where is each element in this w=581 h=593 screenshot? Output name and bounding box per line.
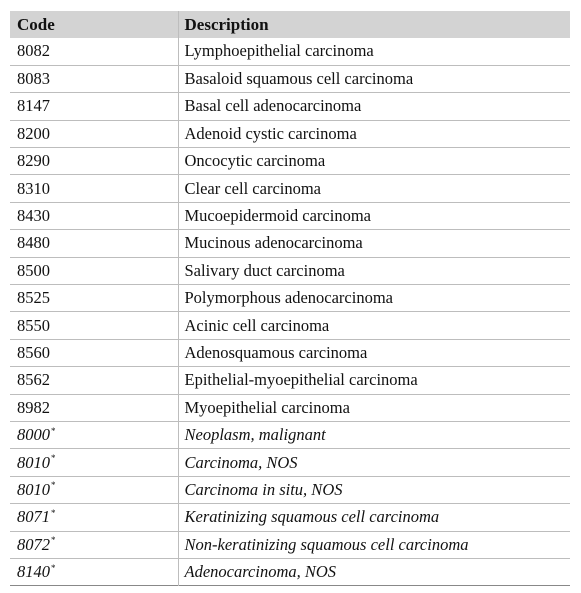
description-cell: Mucoepidermoid carcinoma	[178, 202, 570, 229]
footnote-marker: *	[51, 562, 56, 573]
description-cell: Keratinizing squamous cell carcinoma	[178, 504, 570, 531]
description-cell: Basaloid squamous cell carcinoma	[178, 65, 570, 92]
code-value: 8310	[17, 178, 50, 198]
code-value: 8000	[17, 425, 50, 445]
code-value: 8082	[17, 41, 50, 61]
code-value: 8071	[17, 507, 50, 527]
description-cell: Mucinous adenocarcinoma	[178, 230, 570, 257]
code-value: 8500	[17, 260, 50, 280]
code-table-container	[10, 11, 570, 586]
code-cell	[10, 202, 178, 229]
header-row	[10, 11, 570, 38]
table-row	[10, 38, 570, 65]
code-value: 8072	[17, 534, 50, 554]
footnote-marker: *	[51, 507, 56, 518]
description-cell: Non-keratinizing squamous cell carcinoma	[178, 531, 570, 558]
description-cell: Carcinoma, NOS	[178, 449, 570, 476]
description-cell: Oncocytic carcinoma	[178, 148, 570, 175]
table-row	[10, 367, 570, 394]
code-value: 8010	[17, 479, 50, 499]
code-value: 8140	[17, 562, 50, 582]
description-column-header: Description	[178, 11, 570, 38]
table-row	[10, 531, 570, 558]
code-cell	[10, 531, 178, 558]
table-row	[10, 558, 570, 585]
footnote-marker: *	[51, 453, 56, 464]
table-row	[10, 230, 570, 257]
code-cell	[10, 339, 178, 366]
code-cell	[10, 421, 178, 448]
table-body	[10, 38, 570, 586]
description-cell: Lymphoepithelial carcinoma	[178, 38, 570, 65]
code-value: 8982	[17, 397, 50, 417]
table-row	[10, 504, 570, 531]
code-cell	[10, 120, 178, 147]
table-row	[10, 421, 570, 448]
table-row	[10, 65, 570, 92]
code-value: 8147	[17, 96, 50, 116]
code-cell	[10, 449, 178, 476]
table-row	[10, 175, 570, 202]
table-row	[10, 257, 570, 284]
code-value: 8200	[17, 123, 50, 143]
code-value: 8430	[17, 206, 50, 226]
description-cell: Adenoid cystic carcinoma	[178, 120, 570, 147]
code-value: 8550	[17, 315, 50, 335]
description-cell: Polymorphous adenocarcinoma	[178, 285, 570, 312]
code-value: 8525	[17, 288, 50, 308]
code-cell	[10, 476, 178, 503]
code-cell	[10, 285, 178, 312]
code-value: 8560	[17, 342, 50, 362]
histology-code-table	[10, 11, 570, 586]
description-cell: Epithelial-myoepithelial carcinoma	[178, 367, 570, 394]
table-row	[10, 120, 570, 147]
table-row	[10, 148, 570, 175]
description-cell: Acinic cell carcinoma	[178, 312, 570, 339]
code-cell	[10, 230, 178, 257]
table-row	[10, 476, 570, 503]
description-cell: Neoplasm, malignant	[178, 421, 570, 448]
description-cell: Basal cell adenocarcinoma	[178, 93, 570, 120]
footnote-marker: *	[51, 535, 56, 546]
code-cell	[10, 148, 178, 175]
table-row	[10, 339, 570, 366]
table-row	[10, 449, 570, 476]
code-cell	[10, 312, 178, 339]
code-value: 8480	[17, 233, 50, 253]
footnote-marker: *	[51, 480, 56, 491]
table-row	[10, 285, 570, 312]
table-row	[10, 312, 570, 339]
table-header	[10, 11, 570, 38]
code-cell	[10, 558, 178, 585]
description-cell: Myoepithelial carcinoma	[178, 394, 570, 421]
description-cell: Adenocarcinoma, NOS	[178, 558, 570, 585]
footnote-marker: *	[51, 425, 56, 436]
description-cell: Clear cell carcinoma	[178, 175, 570, 202]
code-column-header: Code	[17, 14, 55, 34]
code-cell	[10, 38, 178, 65]
description-cell: Carcinoma in situ, NOS	[178, 476, 570, 503]
code-cell	[10, 367, 178, 394]
description-cell: Adenosquamous carcinoma	[178, 339, 570, 366]
code-cell	[10, 504, 178, 531]
table-row	[10, 93, 570, 120]
table-row	[10, 202, 570, 229]
code-cell	[10, 65, 178, 92]
code-value: 8083	[17, 69, 50, 89]
code-value: 8562	[17, 370, 50, 390]
code-value: 8290	[17, 151, 50, 171]
code-cell	[10, 257, 178, 284]
table-row	[10, 394, 570, 421]
description-cell: Salivary duct carcinoma	[178, 257, 570, 284]
code-cell	[10, 394, 178, 421]
code-value: 8010	[17, 452, 50, 472]
code-cell	[10, 175, 178, 202]
code-cell	[10, 93, 178, 120]
